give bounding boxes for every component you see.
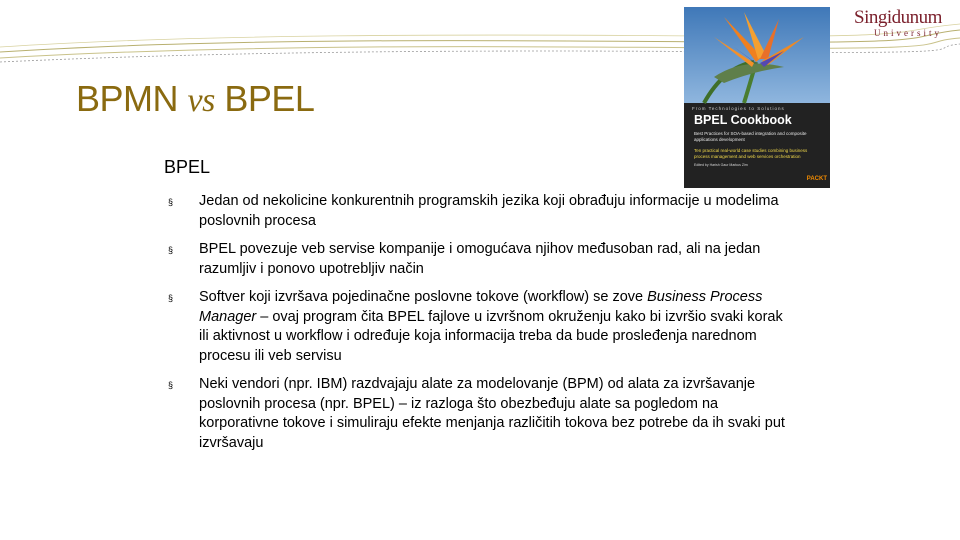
bullet-list — [168, 192, 788, 462]
bullet-text: BPEL povezuje veb servise kompanije i omogućava njihov međusoban rad, ali na jedan razumljiv i ponovo upotrebljiv način — [199, 241, 761, 277]
bullet-text: Jedan od nekolicine konkurentnih programskih jezika koji obrađuju informacije u modelima poslovnih procesa — [199, 193, 779, 229]
bullet-text-after: – ovaj program čita BPEL fajlove u izvršnom okruženju kako bi izvršio svaki korak ili aktivnost u workflow i određuje koja informacija treba da bude prosleđenja narednom procesu ili veb servisu — [199, 308, 783, 364]
logo-name: Singidunum — [854, 7, 942, 28]
bullet-text-emphasis: Business Process Manager — [199, 289, 763, 325]
bullet-marker-icon: § — [168, 293, 174, 303]
bullet-marker-icon: § — [168, 197, 174, 207]
book-title: BPEL Cookbook — [694, 113, 792, 127]
title-vs: vs — [187, 82, 215, 119]
bullet-item — [168, 288, 788, 366]
bullet-text: Neki vendori (npr. IBM) razdvajaju alate za modelovanje (BPM) od alata za izvršavanje poslovnih procesa (npr. BPEL) – iz razloga što obezbeđuju alate sa pogledom na korporativne tokove i simuliraju efekte menjanja različitih tokova bez potrebe da ih svaki put izvršavaju — [199, 376, 785, 451]
book-series: From Technologies to Solutions — [692, 106, 785, 111]
bird-of-paradise-flower — [684, 7, 830, 188]
bullet-item — [168, 375, 788, 453]
title-part1: BPMN — [76, 78, 188, 119]
bullet-text-before: Softver koji izvršava pojedinačne poslovne tokove (workflow) se zove — [199, 289, 648, 305]
book-authors: Edited by Harish Gaur Markus Zirn — [694, 163, 748, 167]
book-publisher: PACKT — [806, 176, 827, 182]
bullet-item — [168, 192, 788, 231]
logo-subtitle: University — [874, 28, 942, 38]
book-subtitle: Best Practices for SOA-based integration and composite applications development — [694, 131, 807, 142]
book-cover-image — [684, 7, 830, 188]
university-logo — [842, 8, 954, 44]
slide-title — [76, 78, 314, 120]
bullet-marker-icon: § — [168, 380, 174, 390]
book-tagline: Ten practical real-world case studies combining business process management and web services orchestration — [694, 148, 808, 159]
bullet-item — [168, 240, 788, 279]
title-part2: BPEL — [214, 78, 315, 119]
section-subheading: BPEL — [164, 157, 211, 177]
bullet-marker-icon: § — [168, 245, 174, 255]
